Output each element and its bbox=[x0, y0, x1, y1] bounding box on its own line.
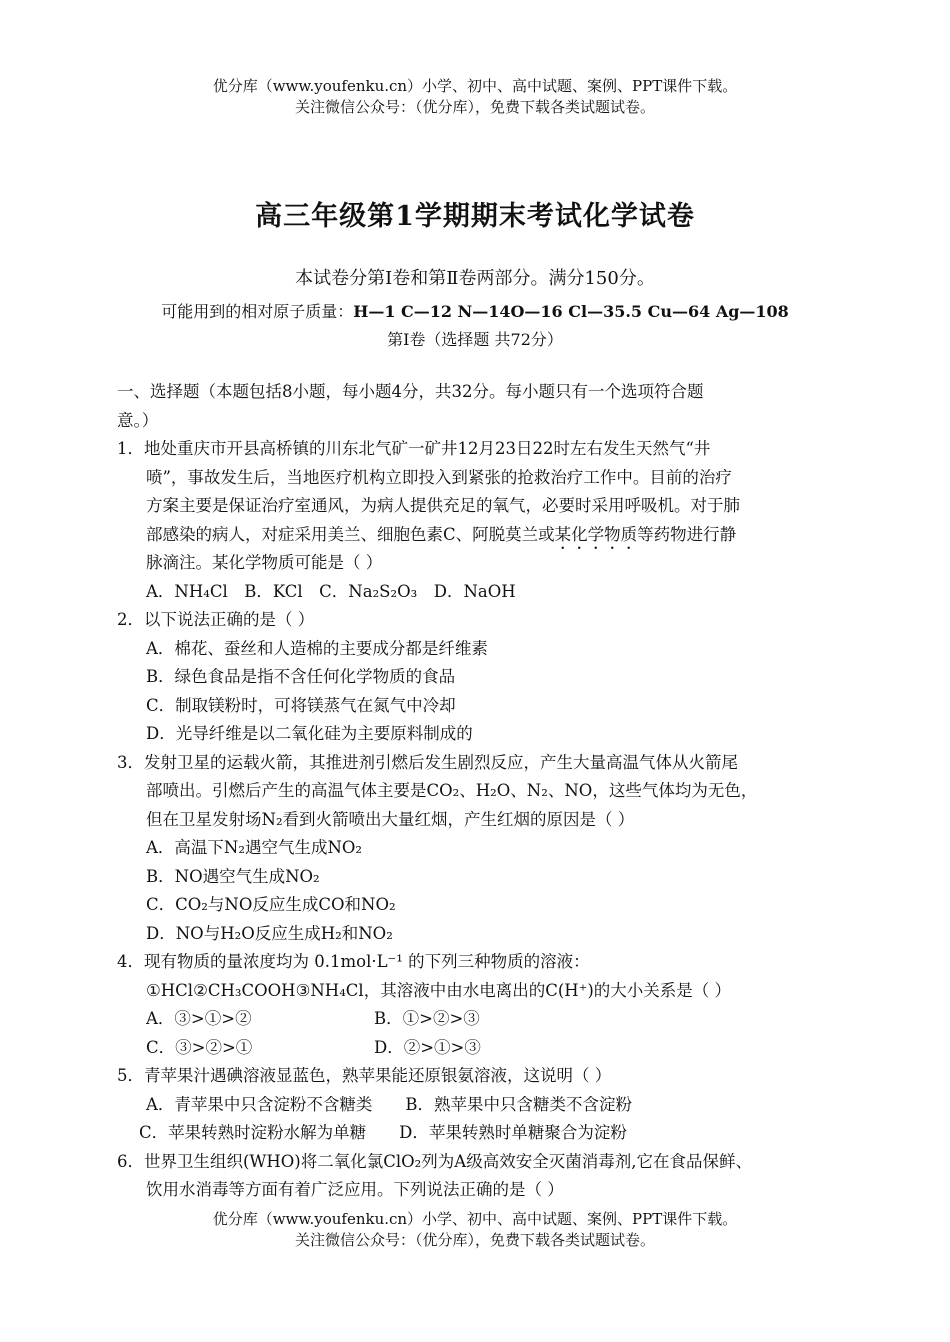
q3-stem-line: 3．发射卫星的运载火箭，其推进剂引燃后发生剧烈反应，产生大量高温气体从火箭尾 bbox=[117, 752, 738, 772]
q4-options-row bbox=[117, 1034, 842, 1063]
section-heading-cont: 意。） bbox=[117, 410, 159, 430]
question-4 bbox=[117, 948, 842, 1062]
q1-stem-line bbox=[117, 521, 842, 550]
q6-stem-line: 6．世界卫生组织(WHO)将二氧化氯ClO₂列为A级高效安全灭菌消毒剂,它在食品保鲜、 bbox=[117, 1151, 752, 1171]
q1-stem-line: 喷”，事故发生后，当地医疗机构立即投入到紧张的抢救治疗工作中。目前的治疗 bbox=[146, 467, 732, 487]
q1-stem-line: 1．地处重庆市开县高桥镇的川东北气矿一矿井12月23日22时左右发生天然气“井 bbox=[117, 439, 711, 458]
q1-text: 等药物进行静 bbox=[637, 524, 737, 544]
q4-options-row bbox=[117, 1005, 842, 1034]
q2-option-d: D．光导纤维是以二氧化硅为主要原料制成的 bbox=[146, 724, 473, 743]
question-3 bbox=[117, 749, 842, 949]
question-5 bbox=[117, 1062, 842, 1148]
q1-options: A．NH₄Cl B．KCl C．Na₂S₂O₃ D．NaOH bbox=[146, 581, 516, 601]
q4-option-c: C．③>②>① bbox=[146, 1037, 253, 1057]
q4-option-d: D．②>①>③ bbox=[374, 1037, 481, 1057]
section-heading: 一、选择题（本题包括8小题，每小题4分，共32分。每小题只有一个选项符合题 bbox=[117, 382, 704, 401]
q3-option-c: C．CO₂与NO反应生成CO和NO₂ bbox=[146, 895, 396, 914]
page-title: 高三年级第1学期期末考试化学试卷 bbox=[255, 201, 695, 232]
q3-option-d: D．NO与H₂O反应生成H₂和NO₂ bbox=[146, 923, 393, 943]
q3-stem-line: 但在卫星发射场N₂看到火箭喷出大量红烟，产生红烟的原因是（ ） bbox=[146, 809, 635, 829]
footer-line-1: 优分库（www.youfenku.cn）小学、初中、高中试题、案例、PPT课件下载。 bbox=[212, 1210, 738, 1228]
q4-stem-line: 4．现有物质的量浓度均为 0.1mol·L⁻¹ 的下列三种物质的溶液： bbox=[117, 952, 590, 971]
question-6 bbox=[117, 1148, 842, 1205]
q4-stem-line: ①HCl②CH₃COOH③NH₄Cl，其溶液中由水电离出的C(H⁺)的大小关系是（ ） bbox=[146, 980, 732, 1000]
intro-line: 本试卷分第Ⅰ卷和第Ⅱ卷两部分。满分150分。 bbox=[295, 268, 655, 289]
q5-stem: 5．青苹果汁遇碘溶液显蓝色，熟苹果能还原银氨溶液，这说明（ ） bbox=[117, 1066, 612, 1085]
q3-option-b: B．NO遇空气生成NO₂ bbox=[146, 866, 320, 886]
page-header bbox=[0, 76, 950, 118]
question-2 bbox=[117, 606, 842, 749]
q4-option-a: A．③>①>② bbox=[146, 1009, 252, 1028]
q5-options-cd: C．苹果转熟时淀粉水解为单糖 D．苹果转熟时单糖聚合为淀粉 bbox=[139, 1123, 627, 1142]
q4-option-b: B．①>②>③ bbox=[374, 1009, 480, 1028]
q3-option-a: A．高温下N₂遇空气生成NO₂ bbox=[146, 838, 363, 857]
atomic-masses-values: H—1 C—12 N—14O—16 Cl—35.5 Cu—64 Ag—108 bbox=[353, 302, 789, 321]
q1-stem-line: 脉滴注。某化学物质可能是（ ） bbox=[146, 553, 383, 572]
atomic-masses bbox=[0, 299, 950, 322]
q6-stem-line: 饮用水消毒等方面有着广泛应用。下列说法正确的是（ ） bbox=[146, 1180, 564, 1199]
page-footer bbox=[0, 1209, 950, 1251]
q2-option-a: A．棉花、蚕丝和人造棉的主要成分都是纤维素 bbox=[146, 638, 488, 658]
question-1 bbox=[117, 435, 842, 606]
header-line-2: 关注微信公众号：（优分库），免费下载各类试题试卷。 bbox=[294, 98, 655, 116]
q2-option-b: B．绿色食品是指不含任何化学物质的食品 bbox=[146, 667, 456, 686]
q1-text: 部感染的病人，对症采用美兰、细胞色素C、阿脱莫兰或 bbox=[146, 524, 555, 544]
q3-stem-line: 部喷出。引燃后产生的高温气体主要是CO₂、H₂O、N₂、NO，这些气体均为无色， bbox=[146, 781, 758, 800]
q1-stem-line: 方案主要是保证治疗室通风，为病人提供充足的氧气，必要时采用呼吸机。对于肺 bbox=[146, 496, 740, 515]
exam-body bbox=[117, 378, 842, 1205]
header-line-1: 优分库（www.youfenku.cn）小学、初中、高中试题、案例、PPT课件下载。 bbox=[212, 77, 738, 95]
q2-stem: 2．以下说法正确的是（ ） bbox=[117, 610, 315, 629]
q5-options-ab: A．青苹果中只含淀粉不含糖类 B．熟苹果中只含糖类不含淀粉 bbox=[146, 1094, 633, 1114]
part-one-heading: 第Ⅰ卷（选择题 共72分） bbox=[387, 330, 563, 349]
atomic-masses-label: 可能用到的相对原子质量： bbox=[161, 302, 354, 321]
footer-line-2: 关注微信公众号：（优分库），免费下载各类试题试卷。 bbox=[294, 1231, 655, 1249]
q1-emphasis: 某化学物质 bbox=[554, 524, 638, 544]
q2-option-c: C．制取镁粉时，可将镁蒸气在氮气中冷却 bbox=[146, 695, 456, 715]
